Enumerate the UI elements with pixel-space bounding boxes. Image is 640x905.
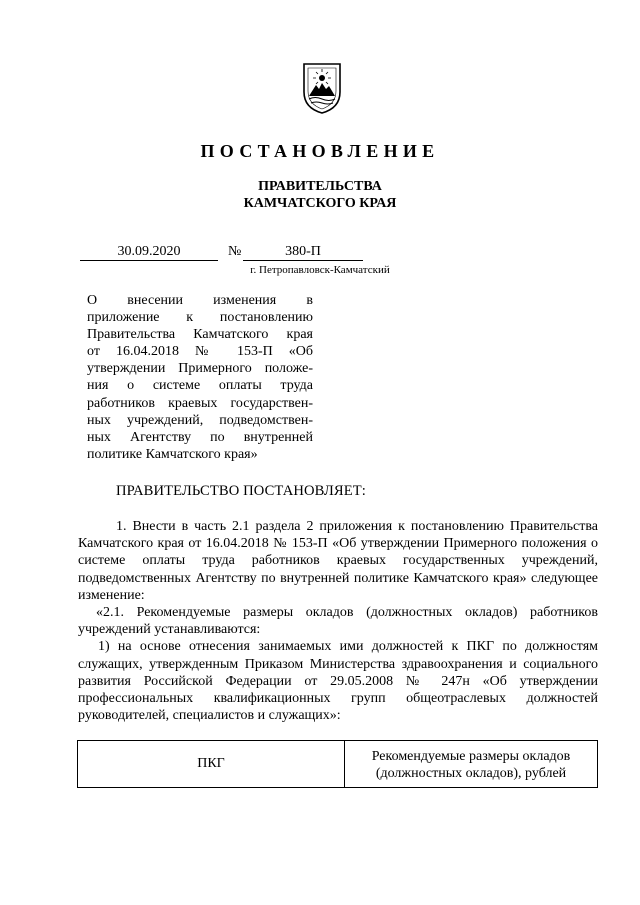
document-number: 380-П	[285, 244, 321, 259]
table-header-cell	[78, 741, 345, 787]
header-salary-line: Рекомендуемые размеры окладов	[371, 748, 571, 764]
issuer-block	[0, 178, 640, 212]
city-line: г. Петропавловск-Камчатский	[250, 264, 390, 276]
subject-line: от 16.04.2018 № 153-П «Об	[87, 344, 313, 360]
subject-line: ных Агентству по внутренней	[87, 429, 313, 445]
salary-table	[77, 740, 598, 788]
coat-of-arms-icon	[302, 62, 342, 114]
header-salary-line: (должностных окладов), рублей	[375, 765, 567, 781]
subject-line: Правительства Камчатского края	[87, 327, 313, 343]
subject-line: политике Камчатского края»	[87, 446, 258, 462]
subject-line: О внесении изменения в	[87, 293, 313, 308]
paragraph: 1. Внести в часть 2.1 раздела 2 приложения к постановлению Правительства Камчатского края от 16.04.2018 № 153-П «Об утверждении Примерного положения о системе оплаты труда работников краевых государственных учреждений, подведомственных Агентству по внутренней политике Камчатского края» следующее изменение:	[78, 519, 598, 603]
number-underline	[243, 260, 363, 261]
document-date: 30.09.2020	[117, 244, 181, 259]
header-pkg: ПКГ	[197, 756, 225, 771]
number-sign: №	[228, 244, 242, 259]
issuer-line: КАМЧАТСКОГО КРАЯ	[243, 196, 397, 211]
document-body	[78, 518, 598, 724]
issuer-line: ПРАВИТЕЛЬСТВА	[258, 179, 382, 194]
subject-line: ния о системе оплаты труда	[87, 378, 313, 394]
table-header-cell	[345, 741, 597, 787]
decree-heading: ПРАВИТЕЛЬСТВО ПОСТАНОВЛЯЕТ:	[116, 483, 366, 499]
document-type-title: ПОСТАНОВЛЕНИЕ	[200, 141, 440, 161]
paragraph: «2.1. Рекомендуемые размеры окладов (должностных окладов) работников учреждений устанавливаются:	[78, 605, 598, 638]
subject-line: работников краевых государствен-	[87, 395, 313, 411]
date-number-row	[0, 244, 640, 260]
subject-line: приложение к постановлению	[87, 310, 313, 326]
subject-line: утверждении Примерного положе-	[87, 361, 313, 377]
date-underline	[80, 260, 218, 261]
subject-line: ных учреждений, подведомствен-	[87, 412, 313, 428]
subject-block	[87, 292, 313, 463]
paragraph: 1) на основе отнесения занимаемых ими должностей к ПКГ по должностям служащих, утвержденным Приказом Министерства здравоохранения и социального развития Российской Федерации от 29.05.2008 № 247н «Об утверждении профессиональных квалификационных групп общеотраслевых должностей руководителей, специалистов и служащих»:	[78, 639, 598, 724]
